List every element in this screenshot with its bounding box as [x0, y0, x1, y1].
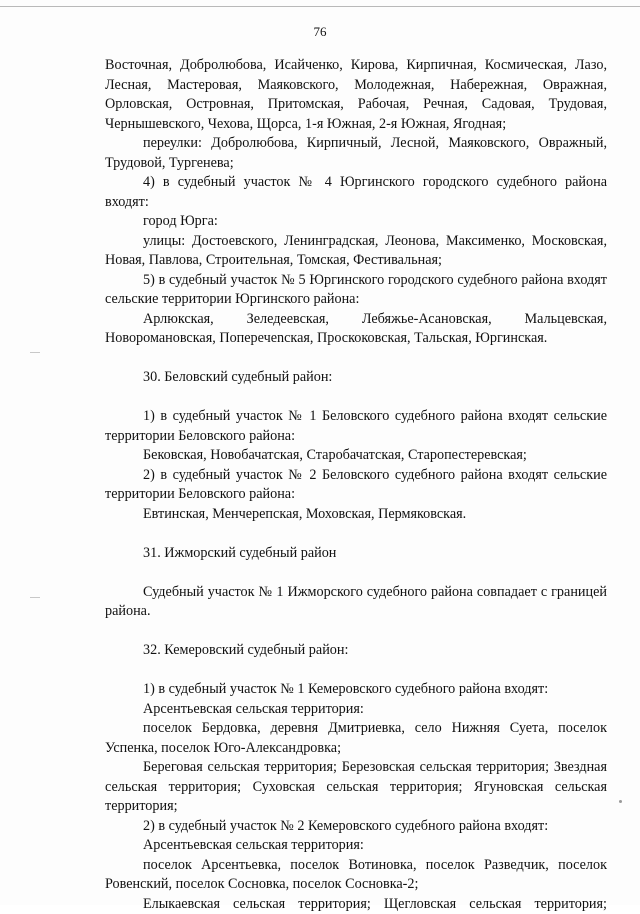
- document-body: [105, 56, 607, 914]
- margin-mark: [30, 597, 40, 598]
- paragraph-settlements-2: поселок Арсентьевка, поселок Вотиновка, поселок Разведчик, поселок Ровенский, поселок Сосновка, поселок Сосновка-2;: [105, 856, 607, 895]
- paragraph-district-5: 5) в судебный участок № 5 Юргинского городского судебного района входят сельские территории Юргинского района:: [105, 271, 607, 310]
- spacer: [105, 349, 607, 369]
- paragraph-kemerovo-2: 2) в судебный участок № 2 Кемеровского судебного района входят:: [105, 817, 607, 837]
- spacer: [105, 563, 607, 583]
- heading-izhmorsky: 31. Ижморский судебный район: [105, 544, 607, 564]
- paragraph-streets-list: Восточная, Добролюбова, Исайченко, Кирова, Кирпичная, Космическая, Лазо, Лесная, Мастеровая, Маяковского, Молодежная, Набережная, Овражная, Орловская, Островная, Притомская, Рабочая, Речная, Садовая, Трудовая, Чернышевского, Чехова, Щорса, 1-я Южная, 2-я Южная, Ягодная;: [105, 56, 607, 134]
- paragraph-arsentievskaya: Арсентьевская сельская территория:: [105, 700, 607, 720]
- heading-kemerovsky: 32. Кемеровский судебный район:: [105, 641, 607, 661]
- edge-mark: [619, 800, 622, 803]
- paragraph-izhmorsky-1: Судебный участок № 1 Ижморского судебного района совпадает с границей района.: [105, 583, 607, 622]
- paragraph-belovo-2: 2) в судебный участок № 2 Беловского судебного района входят сельские территории Беловского района:: [105, 466, 607, 505]
- paragraph-belovo-2-list: Евтинская, Менчерепская, Моховская, Пермяковская.: [105, 505, 607, 525]
- top-scan-rule: [0, 6, 640, 7]
- paragraph-district-4: 4) в судебный участок № 4 Юргинского городского судебного района входят:: [105, 173, 607, 212]
- spacer: [105, 622, 607, 642]
- paragraph-territories-2: Елыкаевская сельская территория; Щегловская сельская территория;: [105, 895, 607, 914]
- paragraph-streets-yurga: улицы: Достоевского, Ленинградская, Леонова, Максименко, Московская, Новая, Павлова, Строительная, Томская, Фестивальная;: [105, 232, 607, 271]
- paragraph-lanes: переулки: Добролюбова, Кирпичный, Лесной, Маяковского, Овражный, Трудовой, Тургенева;: [105, 134, 607, 173]
- paragraph-territories-yurga: Арлюкская, Зеледеевская, Лебяжье-Асановская, Мальцевская, Новоромановская, Поперечenская, Проскоковская, Тальская, Юргинская.: [105, 310, 607, 349]
- paragraph-city: город Юрга:: [105, 212, 607, 232]
- margin-mark: [30, 352, 40, 353]
- paragraph-territories-1: Береговая сельская территория; Березовская сельская территория; Звездная сельская территория; Суховская сельская территория; Ягуновская сельская территория;: [105, 758, 607, 817]
- spacer: [105, 661, 607, 681]
- spacer: [105, 524, 607, 544]
- paragraph-belovo-1-list: Бековская, Новобачатская, Старобачатская, Старопестеревская;: [105, 446, 607, 466]
- spacer: [105, 388, 607, 408]
- paragraph-settlements-1: поселок Бердовка, деревня Дмитриевка, село Нижняя Суета, поселок Успенка, поселок Юго-Александровка;: [105, 719, 607, 758]
- paragraph-arsentievskaya-2: Арсентьевская сельская территория:: [105, 836, 607, 856]
- heading-belovsky: 30. Беловский судебный район:: [105, 368, 607, 388]
- page-number: 76: [0, 24, 640, 40]
- paragraph-belovo-1: 1) в судебный участок № 1 Беловского судебного района входят сельские территории Беловского района:: [105, 407, 607, 446]
- paragraph-kemerovo-1: 1) в судебный участок № 1 Кемеровского судебного района входят:: [105, 680, 607, 700]
